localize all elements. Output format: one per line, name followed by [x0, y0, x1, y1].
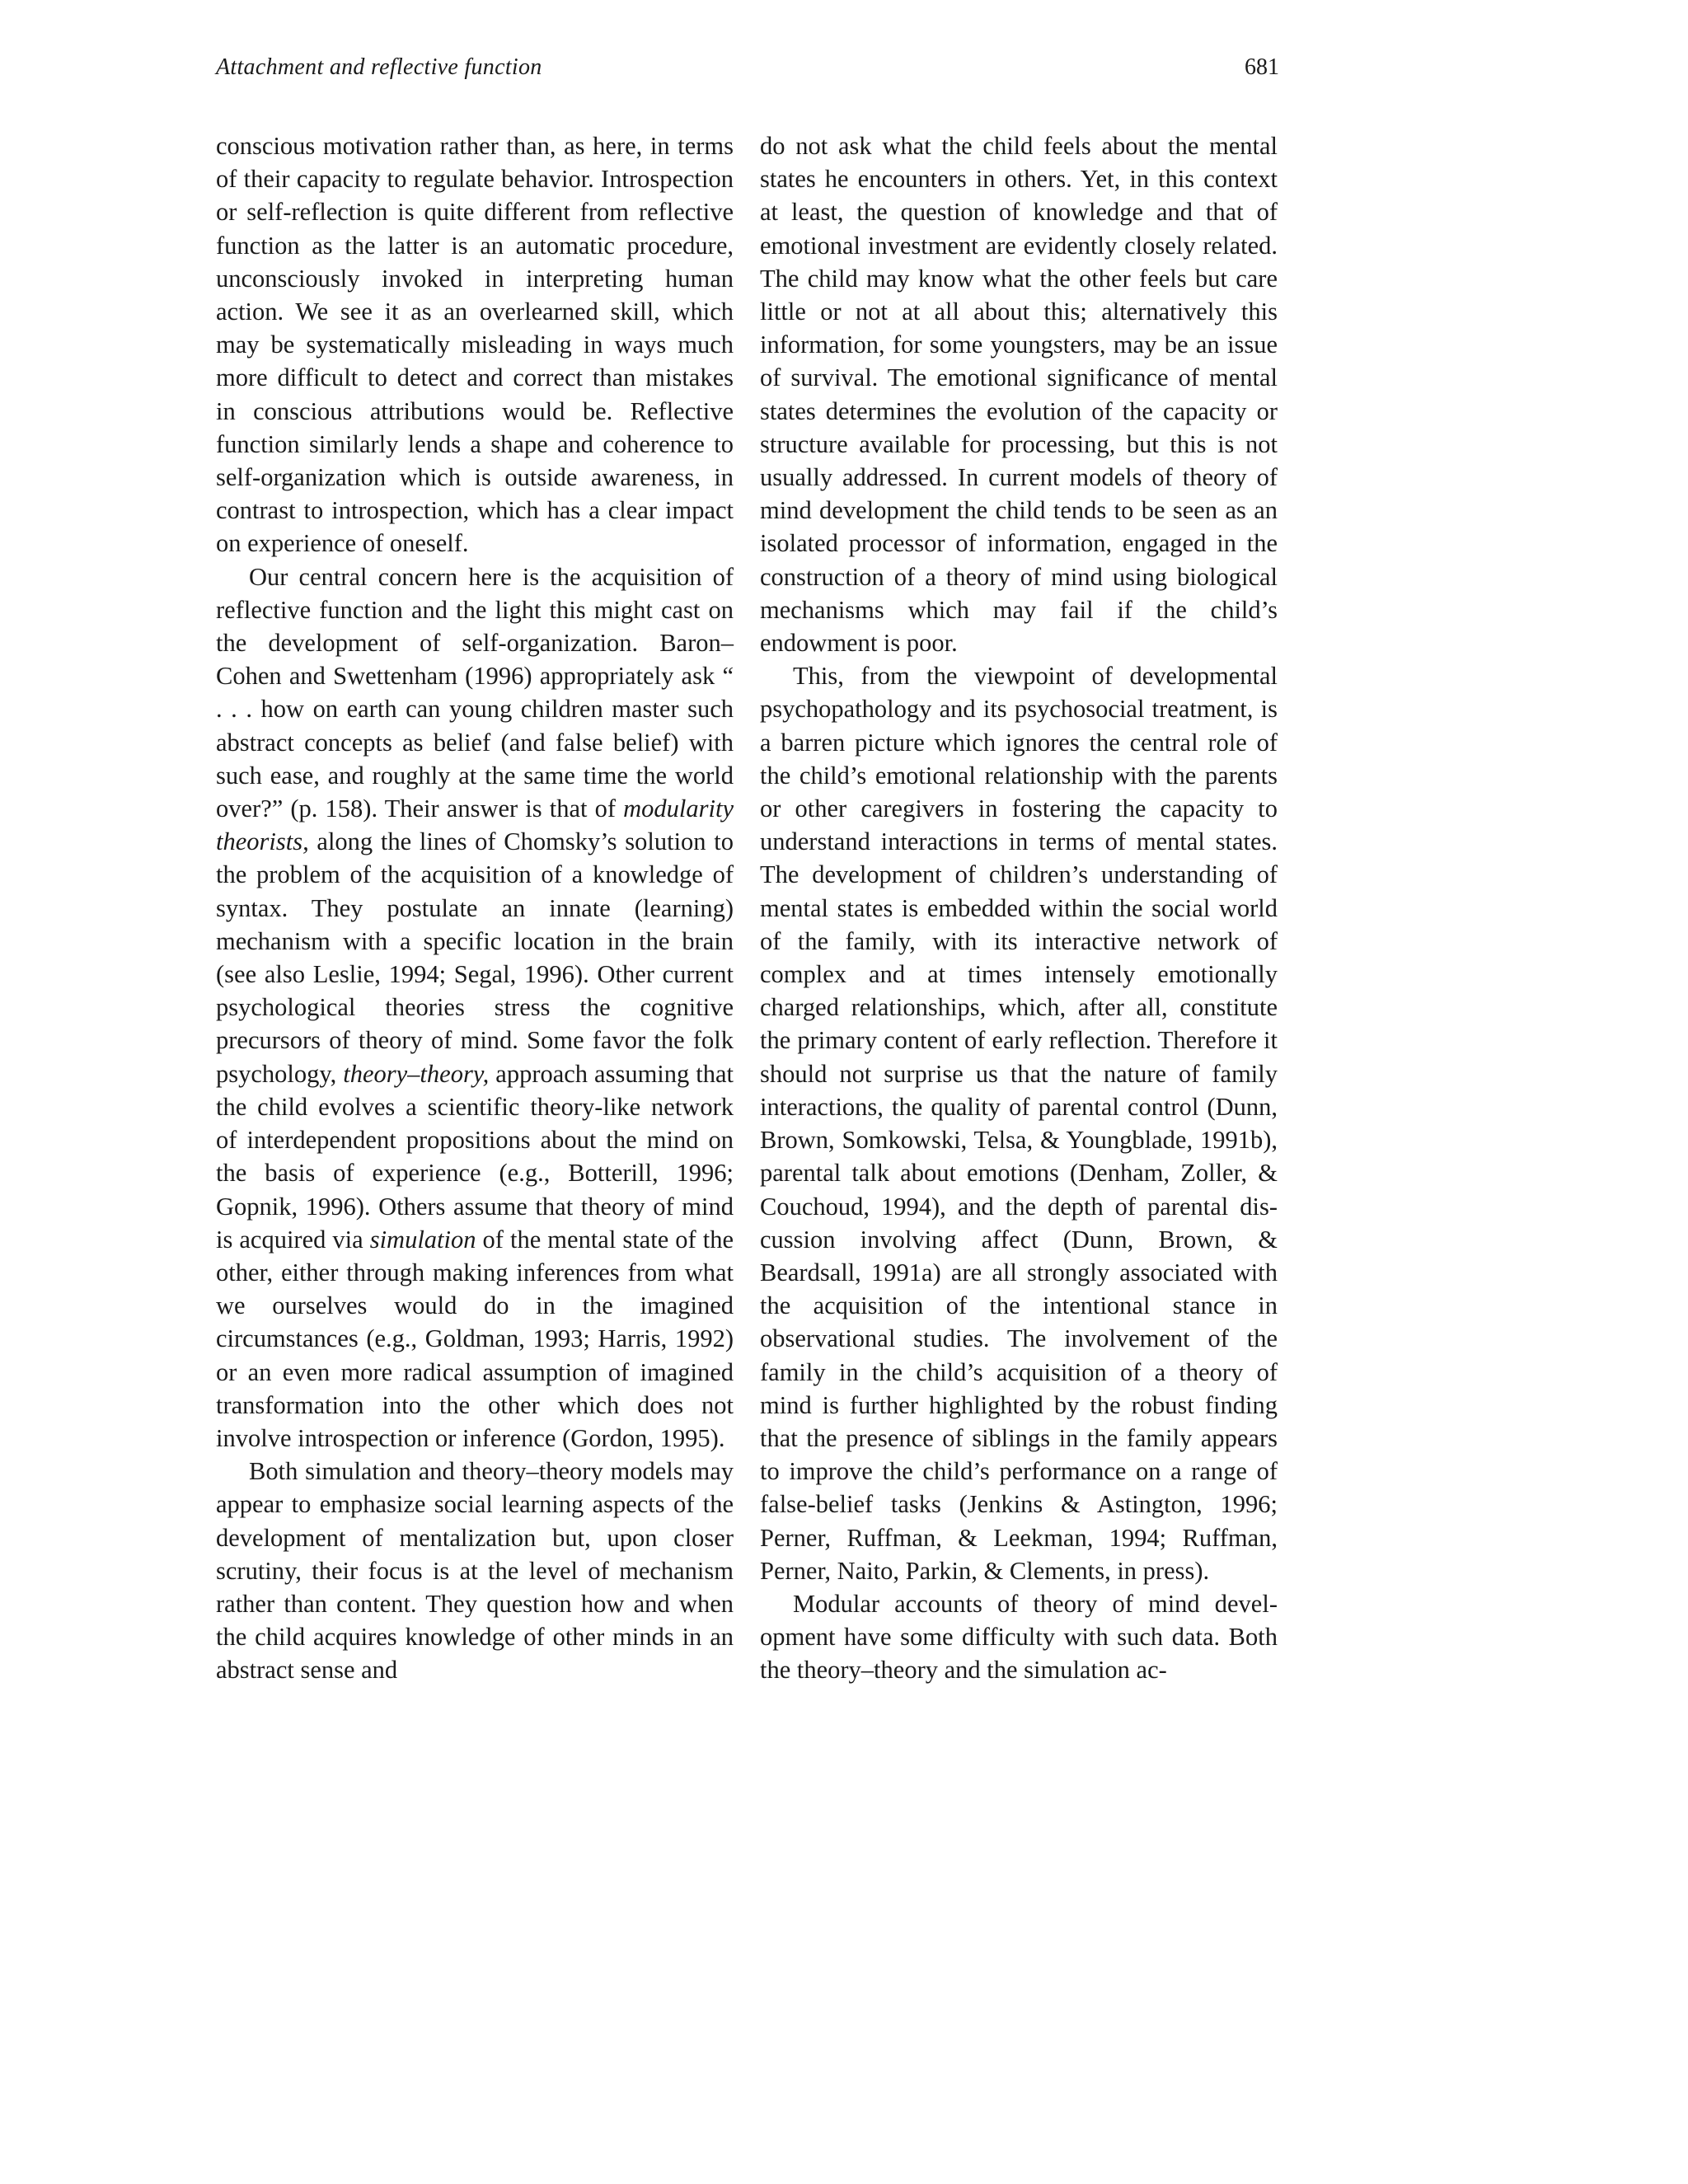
right-column — [760, 129, 1278, 1687]
left-paragraph-3: Both simulation and theory–theory models may appear to emphasize social learning aspects of the development of mentalization but, upon closer scrutiny, their focus is at the level of mechanism rather than content. They question how and when the child acquires knowledge of other minds in an abstract sense and — [216, 1457, 734, 1685]
italic-term-simulation: simulation — [369, 1225, 476, 1254]
right-paragraph-3: Modular accounts of theory of mind development have some difficulty with such data. Both the theory–theory and the simulation ac- — [760, 1589, 1278, 1685]
italic-term-theory-theory: theory–theory, — [343, 1059, 490, 1088]
paragraph-text: approach assuming that the child evolves a scientific theory-like network of interdependent propositions about the mind on the basis of experience (e.g., Botterill, 1996; Gopnik, 1996). Others assume that theory of mind is acquired via — [216, 1059, 734, 1254]
left-column — [216, 129, 734, 1687]
right-paragraph-2: This, from the viewpoint of developmental psychopathology and its psychosocial treatment, is a barren picture which ignores the central role of the child’s emotional relationship with the parents or other caregivers in fostering the capacity to understand interactions in terms of mental states. The development of children’s understanding of mental states is embedded within the social world of the family, with its interactive network of complex and at times intensely emotionally charged relationships, which, after all, constitute the primary content of early reflection. Therefore it should not surprise us that the nature of family interactions, the quality of parental control (Dunn, Brown, Somkowski, Telsa, & Youngblade, 1991b), parental talk about emotions (Denham, Zoller, & Couchoud, 1994), and the depth of parental discussion involving affect (Dunn, Brown, & Beardsall, 1991a) are all strongly associated with the acquisition of the intentional stance in observational studies. The involvement of the family in the child’s acquisition of a theory of mind is further highlighted by the robust finding that the presence of siblings in the family appears to improve the child’s performance on a range of false-belief tasks (Jenkins & Astington, 1996; Perner, Ruffman, & Leekman, 1994; Ruffman, Perner, Naito, Parkin, & Clements, in press). — [760, 662, 1278, 1585]
paragraph-text: along the lines of Chomsky’s solution to the problem of the acquisition of a knowledge of syntax. They postulate an innate (learning) mechanism with a specific location in the brain (see also Leslie, 1994; Segal, 1996). Other current psychological theories stress the cognitive precursors of theory of mind. Some favor the folk psychology, — [216, 827, 734, 1088]
running-head — [216, 51, 1279, 84]
paragraph-text: of the mental state of the other, either through making inferences from what we ourselves would do in the imagined circumstances (e.g., Goldman, 1993; Harris, 1992) or an even more radical assumption of imagined transformation into the other which does not involve introspection or inference (Gordon, 1995). — [216, 1225, 734, 1452]
right-paragraph-1: do not ask what the child feels about the mental states he encounters in others. Yet, in this context at least, the question of knowledge and that of emotional investment are evidently closely related. The child may know what the other feels but care little or not at all about this; alternatively this information, for some youngsters, may be an issue of survival. The emotional significance of mental states determines the evolution of the capacity or structure available for processing, but this is not usually addressed. In current models of theory of mind development the child tends to be seen as an isolated processor of information, engaged in the construction of a theory of mind using biological mechanisms which may fail if the child’s endowment is poor. — [760, 132, 1278, 658]
paragraph-text: Our central concern here is the acquisition of reflective function and the light this might cast on the development of self-organization. Baron–Cohen and Swettenham (1996) appropriately ask “ . . . how on earth can young children master such abstract concepts as belief (and false belief) with such ease, and roughly at the same time the world over?” (p. 158). Their answer is that of — [216, 562, 734, 823]
running-title: Attachment and reflective function — [216, 54, 542, 80]
italic-term-modularity: modularity theorists, — [216, 794, 734, 856]
left-paragraph-1: conscious motivation rather than, as here, in terms of their capacity to regulate behavior. Introspection or self-reflection is quite different from reflective function as the latter is an automatic procedure, unconsciously invoked in interpreting human action. We see it as an overlearned skill, which may be systematically misleading in ways much more difficult to detect and correct than mistakes in conscious attributions would be. Reflective function similarly lends a shape and coherence to self-organization which is outside awareness, in contrast to introspection, which has a clear impact on experience of oneself. — [216, 132, 734, 558]
left-paragraph-2 — [216, 560, 734, 1455]
page-number: 681 — [1245, 54, 1279, 80]
